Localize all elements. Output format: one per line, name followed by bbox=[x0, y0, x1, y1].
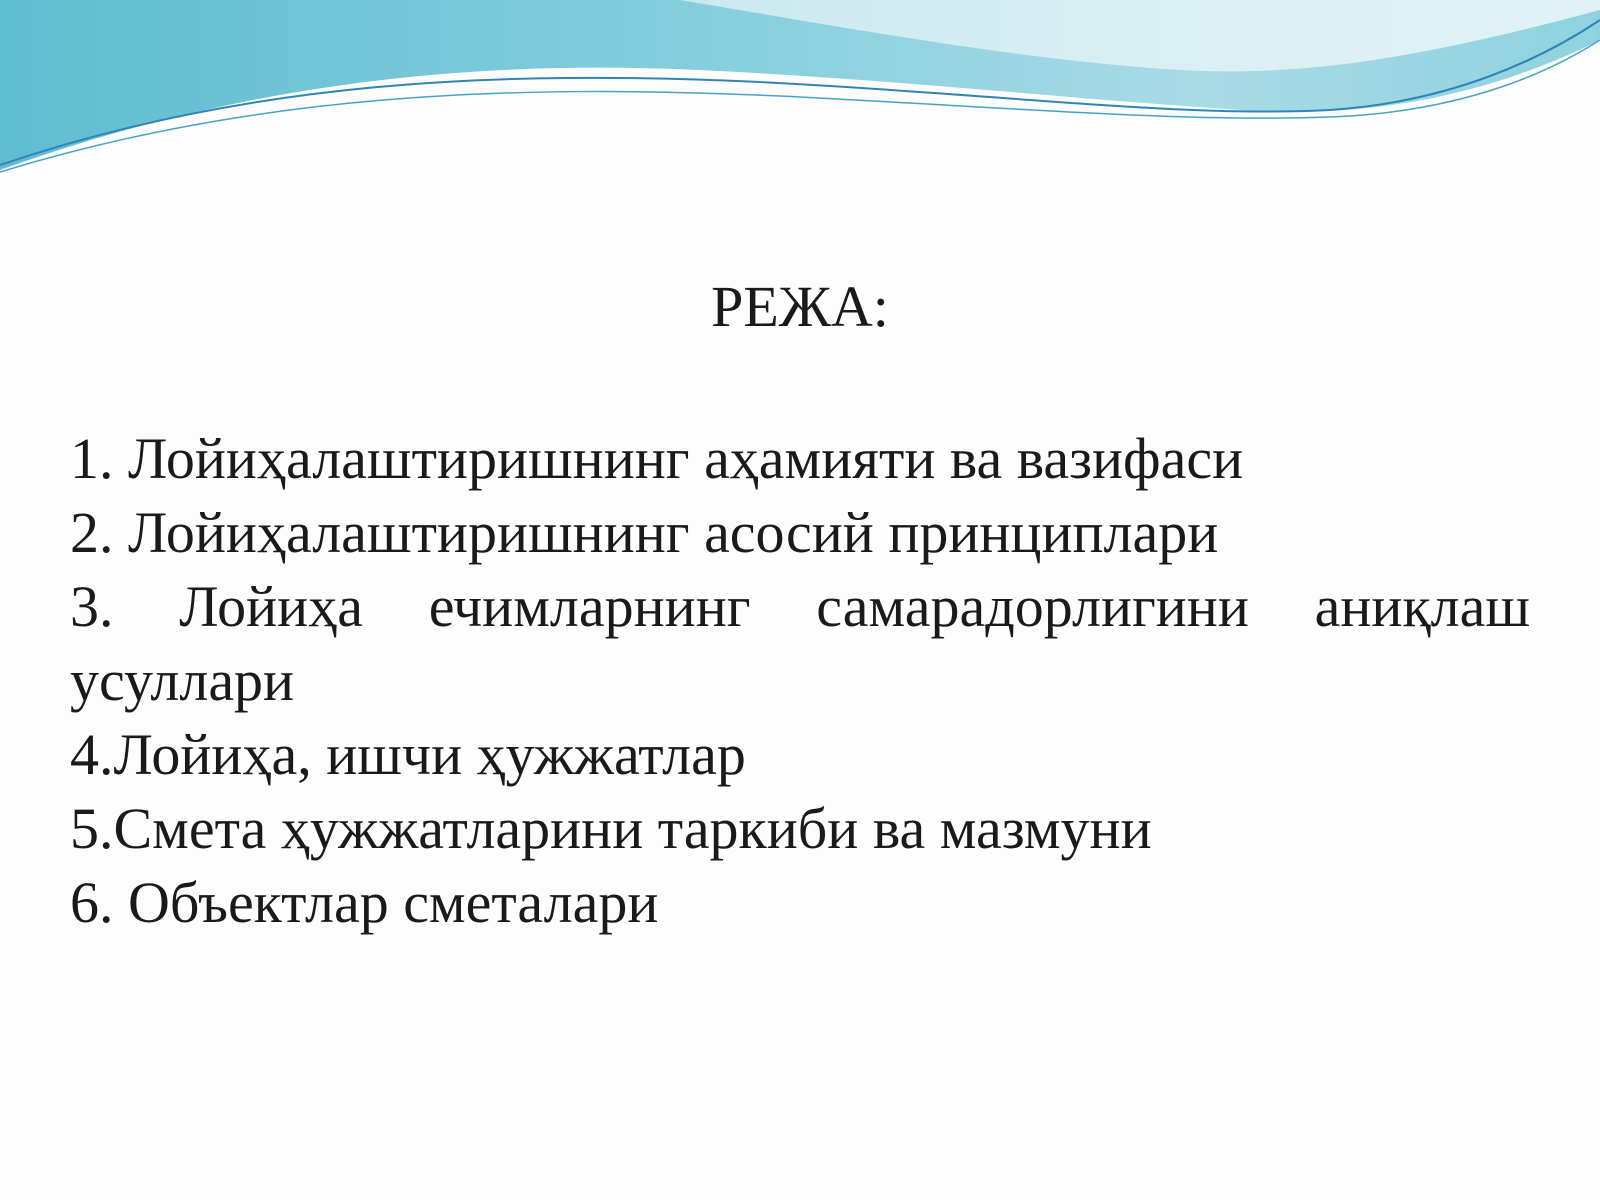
list-item: 6. Объектлар сметалари bbox=[70, 870, 659, 935]
list-item: 2. Лойиҳалаштиришнинг асосий принциплари bbox=[70, 500, 1219, 565]
decorative-wave-header bbox=[0, 0, 1600, 200]
list-item: 5.Смета ҳужжатларини таркиби ва мазмуни bbox=[70, 796, 1152, 861]
plan-list bbox=[70, 422, 1530, 940]
list-item: 4.Лойиҳа, ишчи ҳужжатлар bbox=[70, 722, 746, 787]
list-item: 3. Лойиҳа ечимларнинг самарадорлигини аниқлаш усуллари bbox=[70, 574, 1530, 713]
slide-title: РЕЖА: bbox=[711, 274, 889, 339]
list-item: 1. Лойиҳалаштиришнинг аҳамияти ва вазифаси bbox=[70, 426, 1244, 491]
